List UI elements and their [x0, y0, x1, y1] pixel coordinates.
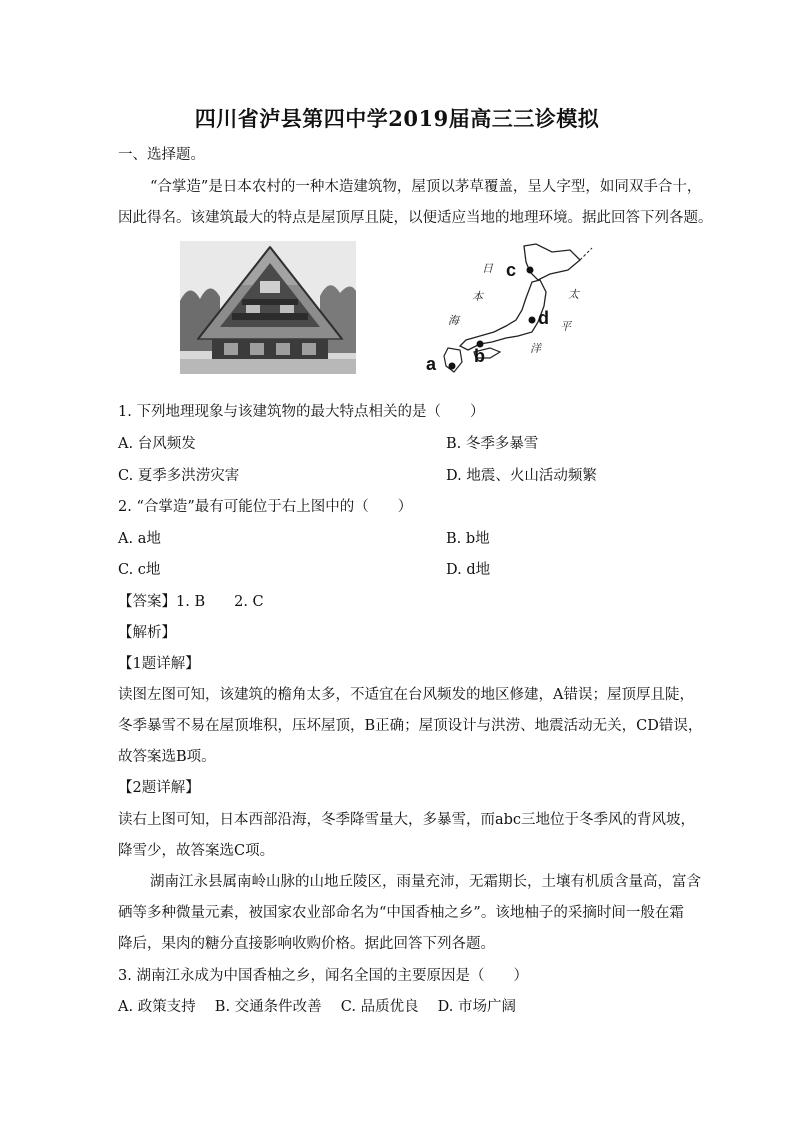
question-1-option-d[interactable]: D. 地震、火山活动频繁 — [446, 468, 597, 484]
map-sea-word: 平 — [560, 320, 571, 333]
question-1-stem: 1. 下列地理现象与该建筑物的最大特点相关的是（ ） — [118, 404, 485, 420]
detail-2-line: 降雪少，故答案选C项。 — [118, 843, 275, 859]
intro-paragraph-line: “合掌造”是日本农村的一种木造建筑物，屋顶以茅草覆盖，呈人字型，如同双手合十， — [150, 179, 702, 195]
question-3-options[interactable]: A. 政策支持 B. 交通条件改善 C. 品质优良 D. 市场广阔 — [118, 999, 517, 1015]
section-heading: 一、选择题。 — [118, 147, 205, 163]
question-1-option-c[interactable]: C. 夏季多洪涝灾害 — [118, 468, 240, 484]
intro-paragraph-line: 因此得名。该建筑最大的特点是屋顶厚且陡，以便适应当地的地理环境。据此回答下列各题。 — [118, 210, 713, 226]
map-label-d: d — [538, 308, 549, 328]
intro-2-line: 降后，果肉的糖分直接影响收购价格。据此回答下列各题。 — [118, 936, 495, 952]
japan-map — [420, 240, 605, 375]
map-label-a: a — [426, 354, 437, 374]
intro-2-line: 湖南江永县属南岭山脉的山地丘陵区，雨量充沛，无霜期长，土壤有机质含量高，富含 — [150, 874, 701, 890]
analysis-heading: 【解析】 — [118, 625, 176, 641]
question-3-stem: 3. 湖南江永成为中国香柚之乡，闻名全国的主要原因是（ ） — [118, 968, 528, 984]
map-label-c: c — [506, 260, 517, 280]
question-1-option-a[interactable]: A. 台风频发 — [118, 436, 196, 452]
page-title: 四川省泸县第四中学2019届高三三诊模拟 — [194, 106, 600, 131]
map-sea-word: 海 — [448, 314, 459, 327]
question-2-stem: 2. “合掌造”最有可能位于右上图中的（ ） — [118, 499, 413, 515]
detail-2-line: 读右上图可知，日本西部沿海，冬季降雪量大，多暴雪，而abc三地位于冬季风的背风坡， — [118, 812, 696, 828]
detail-1-line: 冬季暴雪不易在屋顶堆积，压坏屋顶，B正确；屋顶设计与洪涝、地震活动无关，CD错误， — [118, 718, 703, 734]
detail-1-line: 读图左图可知，该建筑的檐角太多，不适宜在台风频发的地区修建，A错误；屋顶厚且陡， — [118, 687, 694, 703]
map-sea-word: 日 — [482, 262, 493, 275]
detail-1-line: 故答案选B项。 — [118, 749, 216, 765]
question-2-option-d[interactable]: D. d地 — [446, 562, 491, 578]
map-sea-word: 本 — [472, 290, 483, 303]
answer-line: 【答案】1. B 2. C — [118, 594, 264, 610]
map-label-b: b — [474, 346, 485, 366]
detail-2-heading: 【2题详解】 — [118, 780, 200, 796]
question-2-option-c[interactable]: C. c地 — [118, 562, 161, 578]
house-photo — [180, 241, 356, 374]
question-1-option-b[interactable]: B. 冬季多暴雪 — [446, 436, 539, 452]
question-2-option-a[interactable]: A. a地 — [118, 531, 161, 547]
map-sea-word: 太 — [568, 288, 579, 301]
map-sea-word: 洋 — [530, 342, 541, 355]
intro-2-line: 硒等多种微量元素，被国家农业部命名为“中国香柚之乡”。该地柚子的采摘时间一般在霜 — [118, 905, 684, 921]
detail-1-heading: 【1题详解】 — [118, 656, 200, 672]
question-2-option-b[interactable]: B. b地 — [446, 531, 490, 547]
